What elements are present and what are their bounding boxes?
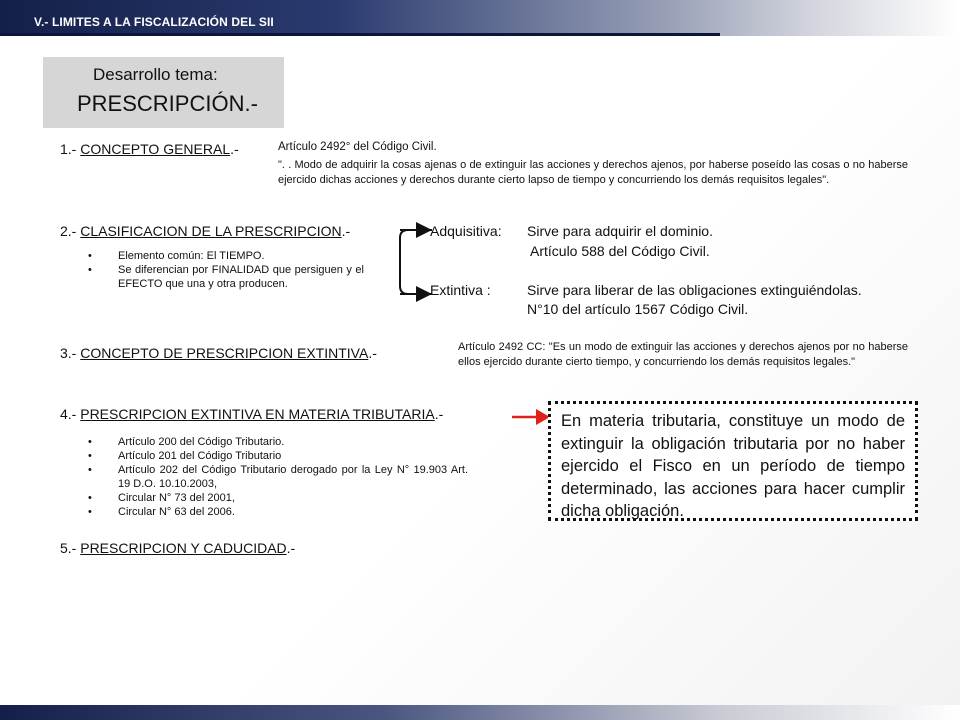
- section-1-heading: [60, 141, 239, 157]
- section-1-number: 1.-: [60, 141, 81, 157]
- section-2-number: 2.-: [60, 223, 81, 239]
- extintiva-text: Sirve para liberar de las obligaciones extinguiéndolas.: [527, 282, 862, 298]
- section-5-heading: [60, 540, 295, 556]
- adquisitiva-text: Sirve para adquirir el dominio.: [527, 223, 713, 239]
- section-3-quote: Artículo 2492 CC: "Es un modo de extinguir las acciones y derechos ajenos por no haberse ellos ejercido durante cierto tiempo, y concurriendo los demás requisitos legales.": [458, 341, 908, 368]
- section-1-title: CONCEPTO GENERAL: [80, 141, 231, 157]
- section-4-suffix: .-: [434, 406, 444, 422]
- header-underline: [0, 33, 720, 36]
- topic-box: [43, 57, 284, 128]
- section-4-number: 4.-: [60, 406, 81, 422]
- arrow-to-callout: [510, 404, 552, 430]
- section-4-title: PRESCRIPCION EXTINTIVA EN MATERIA TRIBUTARIA: [80, 406, 435, 422]
- section-1-reference: Artículo 2492° del Código Civil.: [278, 141, 437, 153]
- section-2-bullets: [88, 249, 364, 291]
- section-2-suffix: .-: [341, 223, 351, 239]
- section-2-heading: [60, 223, 350, 239]
- section-3-title: CONCEPTO DE PRESCRIPCION EXTINTIVA: [80, 345, 369, 361]
- header-bar: [0, 0, 960, 36]
- adquisitiva-reference: Artículo 588 del Código Civil.: [530, 243, 710, 259]
- list-item: • Elemento común: El TIEMPO.: [88, 249, 364, 263]
- section-3-suffix: .-: [368, 345, 377, 361]
- section-4-bullets: [88, 435, 468, 519]
- topic-title: PRESCRIPCIÓN.-: [77, 91, 258, 116]
- section-3-heading: [60, 345, 377, 361]
- section-1-quote: ". . Modo de adquirir la cosas ajenas o de extinguir las acciones y derechos ajenos, por haberse poseído las cosas o no haberse ejercido dichas acciones y derechos durante cierto lapso de tiempo y concurriendo los demás requisitos legales".: [278, 159, 908, 186]
- section-5-suffix: .-: [286, 540, 296, 556]
- section-2-title: CLASIFICACION DE LA PRESCRIPCION: [80, 223, 342, 239]
- list-item: • Circular N° 73 del 2001,: [88, 491, 468, 505]
- list-item: • Circular N° 63 del 2006.: [88, 505, 468, 519]
- adquisitiva-label: Adquisitiva:: [430, 223, 502, 239]
- section-4-heading: [60, 406, 443, 422]
- section-1-suffix: .-: [230, 141, 239, 157]
- list-item: • Artículo 202 del Código Tributario derogado por la Ley N° 19.903 Art. 19 D.O. 10.10.2003,: [88, 463, 468, 491]
- header-title: V.- LIMITES A LA FISCALIZACIÓN DEL SII: [34, 15, 274, 29]
- extintiva-reference: N°10 del artículo 1567 Código Civil.: [527, 301, 749, 317]
- topic-label: Desarrollo tema:: [93, 65, 218, 84]
- section-5-number: 5.-: [60, 540, 81, 556]
- definition-callout: En materia tributaria, constituye un modo de extinguir la obligación tributaria por no haber ejercido el Fisco en un período de tiempo determinado, las acciones para hacer cumplir dicha obligación.: [548, 401, 918, 521]
- section-3-number: 3.-: [60, 345, 81, 361]
- bracket-line: [400, 230, 432, 294]
- list-item: • Se diferencian por FINALIDAD que persiguen y el EFECTO que una y otra producen.: [88, 263, 364, 291]
- section-5-title: PRESCRIPCION Y CADUCIDAD: [80, 540, 287, 556]
- list-item: • Artículo 200 del Código Tributario.: [88, 435, 468, 449]
- extintiva-label: Extintiva :: [430, 282, 491, 298]
- list-item: • Artículo 201 del Código Tributario: [88, 449, 468, 463]
- footer-bar: [0, 705, 960, 720]
